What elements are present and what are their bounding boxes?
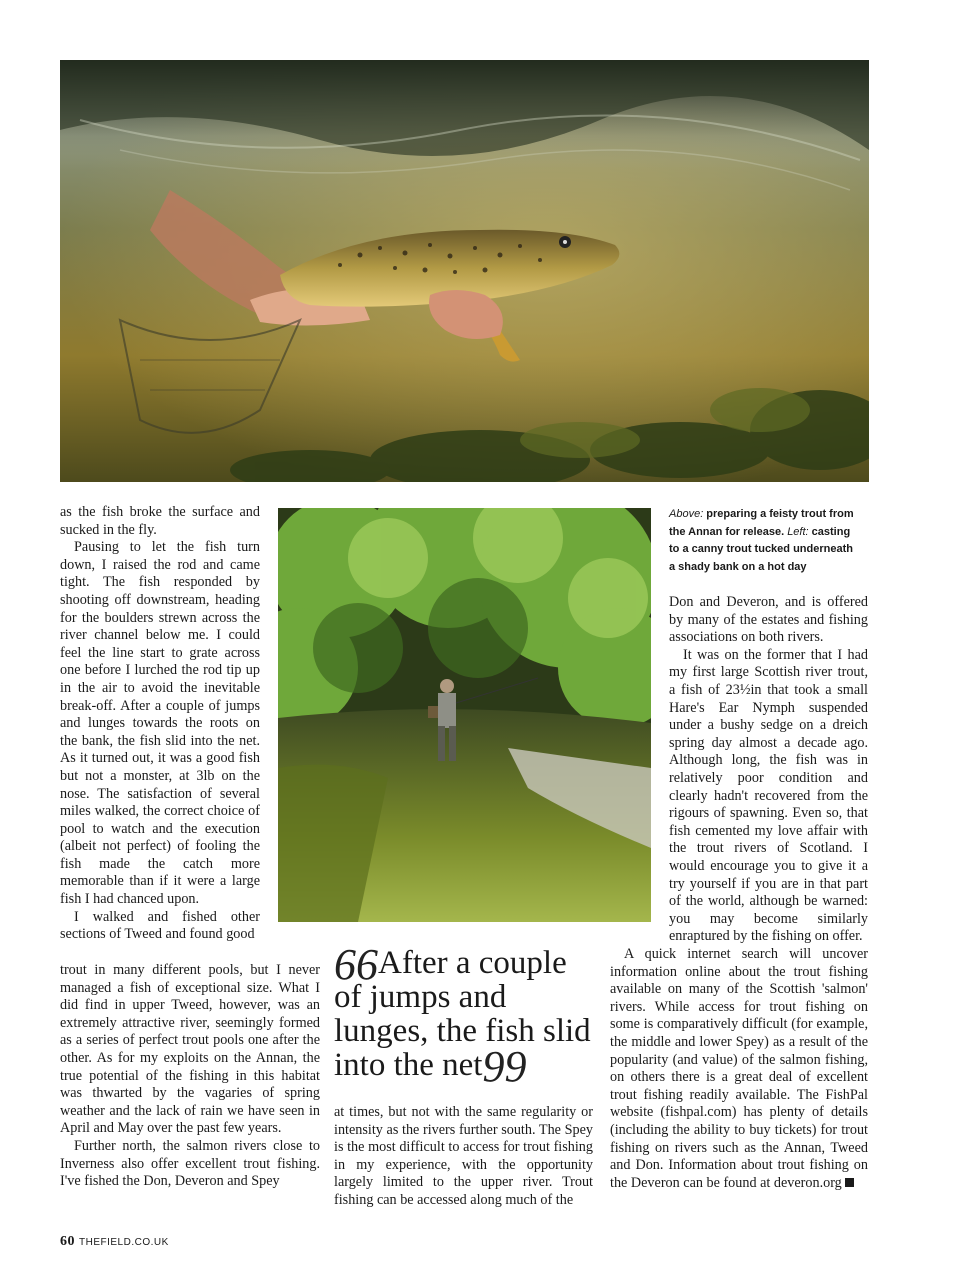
col3-paragraph-2: It was on the former that I had my first large Scottish river trout, a fish of 23½in that took a small Hare's Ear Nymph suspended under a bushy sedge on a dreich spring day almost a decade ago. Although long, the fish was in relatively poor condition and clearly hadn't recovered from the rigours of spawning. Even so, that fish cemented my love affair with the trout rivers of Scotland. I would encourage you to give it a try yourself if you are in that part of the world, although be warned: you may become similarly enraptured by the fishing on offer. — [669, 646, 868, 945]
inset-photo-illustration — [278, 508, 651, 922]
pull-quote-text: After a couple of jumps and lunges, the fish slid into the net — [334, 945, 591, 1083]
col1-paragraph-1: as the fish broke the surface and sucked in the fly. — [60, 504, 260, 538]
col1-paragraph-4: Further north, the salmon rivers close to Inverness also offer excellent trout fishing. I've fished the Don, Deveron and Spey — [60, 1137, 320, 1190]
col3-paragraph-3 — [610, 946, 868, 1192]
column-1-lower — [60, 962, 320, 1191]
col2-paragraph-1: at times, but not with the same regularity or intensity as the rivers further south. The Spey is the most difficult to access for trout fishing in my experience, with the opportunity largely limited to the upper river. Trout fishing can be accessed along much of the — [334, 1104, 593, 1208]
pull-quote — [334, 940, 596, 1091]
caption-left-text: casting to a canny trout tucked underneath a shady bank on a hot day — [669, 525, 853, 573]
col1-paragraph-3a: I walked and fished other sections of Tweed and found good — [60, 908, 260, 943]
footer-site: THEFIELD.CO.UK — [79, 1237, 169, 1248]
col1-paragraph-2: Pausing to let the fish turn down, I raised the rod and came tight. The fish responded by shooting off downstream, heading for the boulders strewn across the river channel below me. I could feel the line start to grate across one before I lurched the rod tip up in the air to avoid the inevitable break-off. After a couple of jumps and lunges towards the roots on the bank, the fish slid into the net. As it turned out, it was a good fish but not a monster, at 3lb on the nose. The satisfaction of several miles walked, the correct choice of pool to watch and the execution (albeit not perfect) of fooling the fish made the catch more memorable than if it were a large fish I had chanced upon. — [60, 539, 260, 908]
end-mark-icon — [845, 1178, 854, 1187]
main-photo-illustration — [60, 60, 869, 482]
column-1 — [60, 504, 260, 944]
photo-caption — [669, 506, 859, 576]
close-quote-mark: 99 — [482, 1042, 527, 1091]
col3-paragraph-1: Don and Deveron, and is offered by many of the estates and fishing associations on both rivers. — [669, 594, 868, 646]
column-3 — [669, 594, 868, 946]
open-quote-mark: 66 — [334, 940, 378, 989]
page-footer — [60, 1234, 169, 1250]
col1-paragraph-3b: trout in many different pools, but I never managed a fish of exceptional size. What I did find in upper Tweed, however, was an extremely attractive river, seemingly formed as a series of perfect trout pools one after the other. As for my exploits on the Annan, the true potential of the fishing in this habitat was thwarted by the vagaries of spring weather and the lack of rain we have seen in April and May over the past few years. — [60, 962, 320, 1137]
caption-above-text: preparing a feisty trout from the Annan for release. — [669, 508, 854, 538]
col3-paragraph-3-text: A quick internet search will uncover information online about the trout fishing available on many of the Scottish 'salmon' rivers. While access for trout fishing on some is comparatively difficult (for example, the middle and lower Spey) as a result of the popularity (and value) of the salmon fishing, on others there is a great deal of excellent trout fishing readily available. The FishPal website (fishpal.com) has plenty of details (including the ability to buy tickets) for trout fishing on rivers such as the Annan, Tweed and Don. Information about trout fishing on the Deveron can be found at deveron.org — [610, 946, 868, 1191]
caption-left-label: Left: — [787, 525, 809, 538]
page-number: 60 — [60, 1234, 75, 1249]
column-3-lower — [610, 946, 868, 1192]
column-2 — [334, 1104, 593, 1210]
caption-above-label: Above: — [669, 508, 704, 520]
inset-photo — [278, 508, 651, 922]
main-photo — [60, 60, 869, 482]
